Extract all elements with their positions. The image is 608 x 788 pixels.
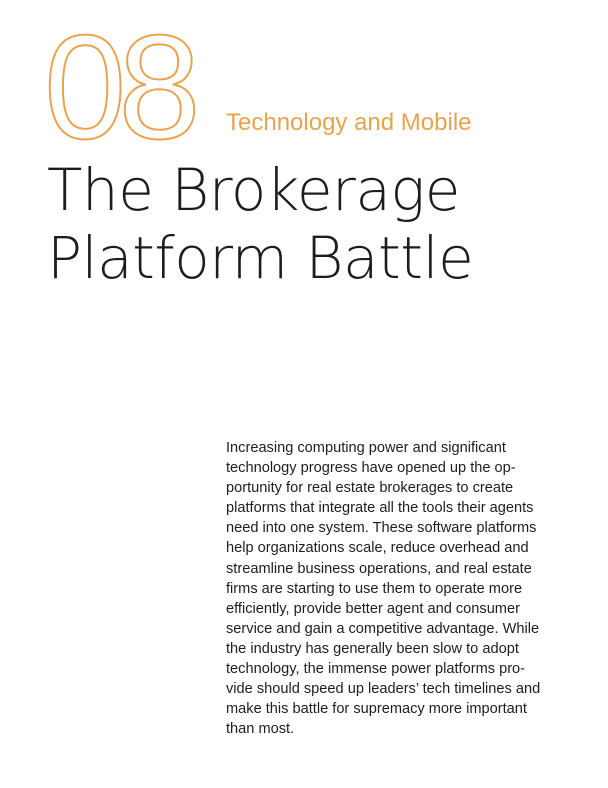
paragraph-line: portunity for real estate brokerages to create	[226, 480, 514, 497]
paragraph-line: service and gain a competitive advantage. While	[226, 620, 540, 637]
paragraph-line: platforms that integrate all the tools their agents	[226, 500, 534, 517]
paragraph-line: technology, the immense power platforms pro-	[226, 661, 526, 678]
title-line: Platform Battle	[47, 224, 474, 292]
paragraph-line: vide should speed up leaders’ tech timelines and	[226, 681, 541, 698]
paragraph-line: help organizations scale, reduce overhead and	[226, 540, 529, 557]
chapter-section-label: Technology and Mobile	[226, 109, 472, 136]
paragraph-line: the industry has generally been slow to adopt	[226, 640, 519, 657]
paragraph-line: streamline business operations, and real estate	[226, 560, 532, 577]
paragraph-line: need into one system. These software platforms	[226, 520, 537, 537]
chapter-number: 08	[44, 5, 193, 170]
paragraph-line: firms are starting to use them to operate more	[226, 580, 523, 597]
paragraph-line: make this battle for supremacy more important	[226, 701, 527, 718]
page-title	[47, 156, 473, 292]
title-line: The Brokerage	[47, 156, 460, 224]
paragraph-line: technology progress have opened up the op-	[226, 460, 516, 477]
paragraph-line: efficiently, provide better agent and consumer	[226, 600, 520, 617]
paragraph-line: than most.	[226, 721, 295, 738]
paragraph-line: Increasing computing power and significant	[226, 440, 506, 456]
intro-paragraph	[226, 438, 558, 739]
